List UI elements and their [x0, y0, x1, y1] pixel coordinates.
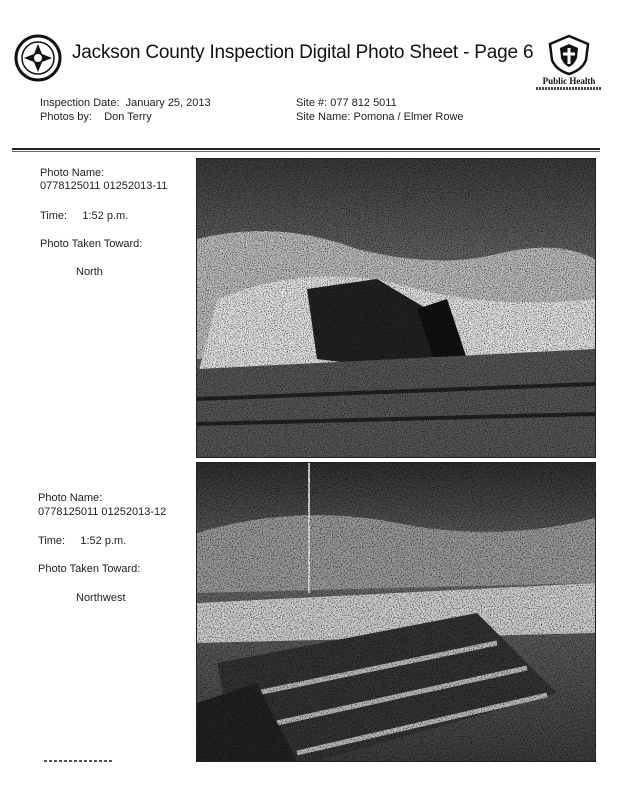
- page-title: Jackson County Inspection Digital Photo Sheet - Page 6: [72, 42, 534, 63]
- photos-by-value: Don Terry: [104, 111, 152, 123]
- photo-2-time: 1:52 p.m.: [80, 535, 127, 547]
- photo-1-name: 0778125011 01252013-11: [40, 180, 168, 192]
- county-seal-icon: [14, 34, 62, 82]
- site-name-value: Pomona / Elmer Rowe: [353, 111, 464, 123]
- photo-1-time-label: Time:: [40, 210, 68, 222]
- header-divider: [12, 148, 600, 150]
- photo-1-time-row: [40, 210, 128, 222]
- photo-2-time-label: Time:: [38, 535, 66, 547]
- photo-2-image: [196, 462, 596, 762]
- photos-by-row: [40, 111, 152, 123]
- site-number-value: 077 812 5011: [330, 97, 397, 109]
- public-health-text: Public Health: [542, 76, 596, 86]
- photo-2-name-label: Photo Name:: [38, 492, 103, 504]
- inspection-date-label: Inspection Date:: [40, 97, 120, 109]
- photo-1-name-label: Photo Name:: [40, 167, 105, 179]
- inspection-date-value: January 25, 2013: [125, 97, 211, 109]
- header-divider-thin: [12, 151, 600, 152]
- photo-2-time-row: [38, 535, 126, 547]
- public-health-logo-icon: [536, 34, 602, 94]
- site-number-label: Site #:: [296, 97, 328, 109]
- photo-2-name: 0778125011 01252013-12: [38, 506, 167, 518]
- public-health-subtext: [536, 87, 602, 90]
- photo-1-image: [196, 158, 596, 458]
- photo-2-direction-label: Photo Taken Toward:: [38, 563, 141, 575]
- photo-1-direction: North: [76, 266, 103, 278]
- photo-1-time: 1:52 p.m.: [82, 210, 129, 222]
- site-name-label: Site Name:: [296, 111, 351, 123]
- footer-mark: [44, 760, 114, 762]
- site-name-row: [296, 111, 464, 123]
- site-number-row: [296, 97, 397, 109]
- photos-by-label: Photos by:: [40, 111, 92, 123]
- photo-2-direction: Northwest: [76, 592, 126, 604]
- photo-1-direction-label: Photo Taken Toward:: [40, 238, 143, 250]
- inspection-date-row: [40, 97, 211, 109]
